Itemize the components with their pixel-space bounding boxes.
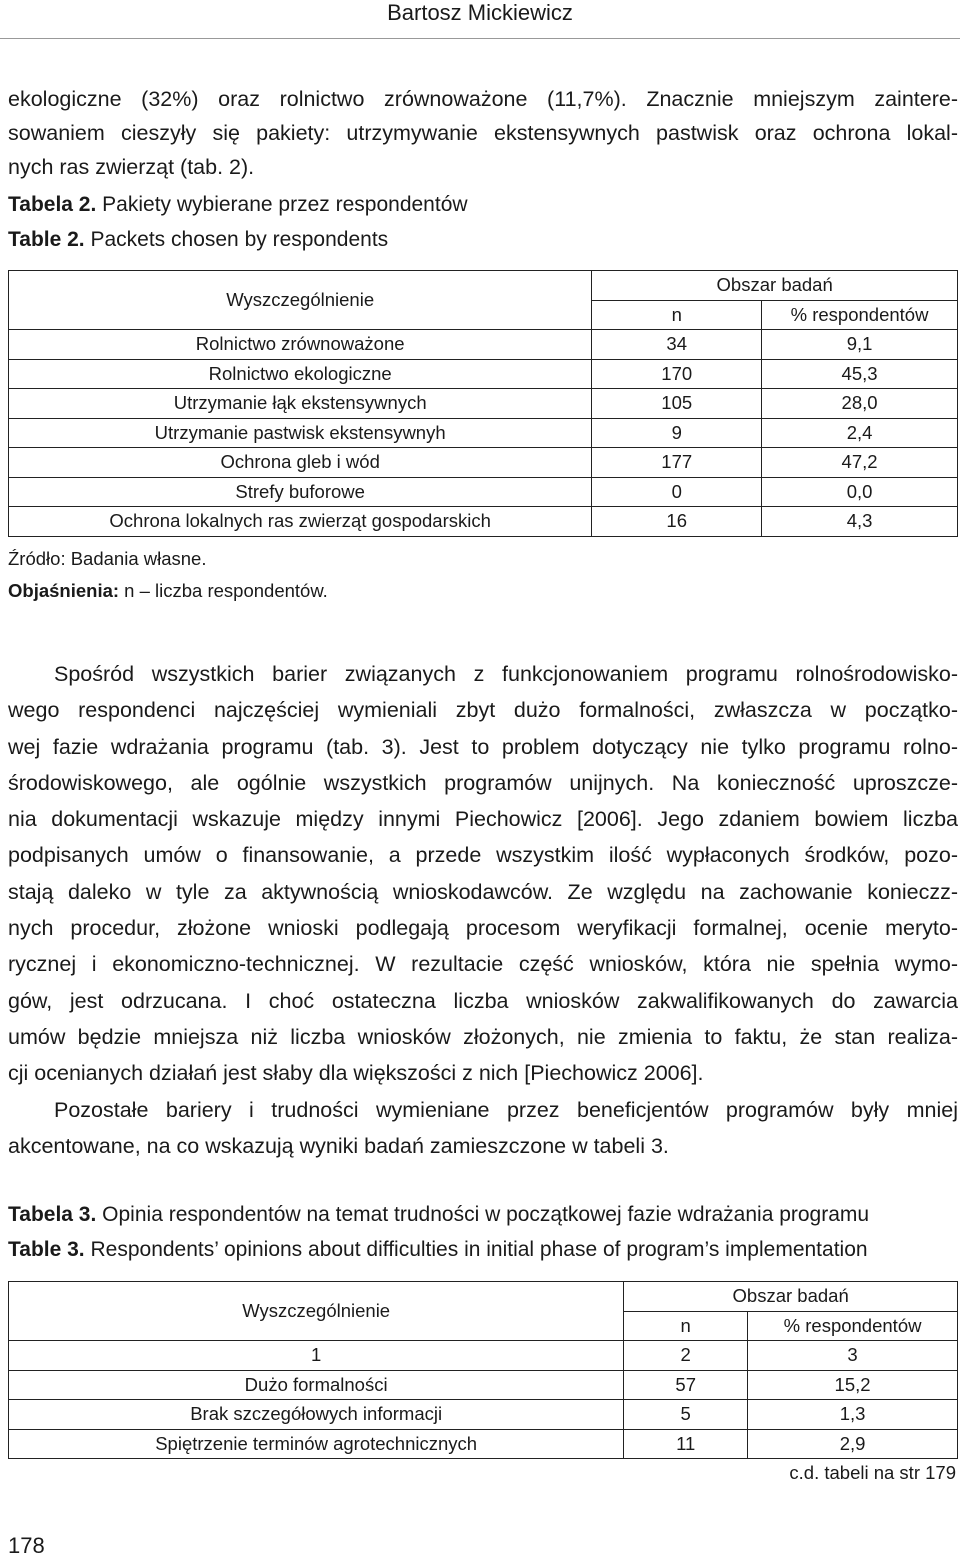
row-pct: 15,2 <box>748 1370 958 1400</box>
text-line: wego respondenci najczęściej wymieniali zbyt dużo formalności, zwłaszcza w początko- <box>8 698 958 723</box>
body-text <box>8 656 958 1164</box>
row-pct: 4,3 <box>762 507 958 537</box>
row-n: 170 <box>592 359 762 389</box>
caption-label: Table 2. <box>8 228 85 251</box>
row-label: Utrzymanie łąk ekstensywnych <box>9 389 592 419</box>
row-n: 177 <box>592 448 762 478</box>
col-number: 2 <box>624 1341 748 1371</box>
table3 <box>8 1281 958 1459</box>
row-n: 11 <box>624 1429 748 1459</box>
row-label: Ochrona lokalnych ras zwierząt gospodarskich <box>9 507 592 537</box>
table2-explanation <box>8 578 328 604</box>
row-n: 105 <box>592 389 762 419</box>
row-label: Brak szczegółowych informacji <box>9 1400 624 1430</box>
caption-text: Opinia respondentów na temat trudności w początkowej fazie wdrażania programu <box>102 1203 870 1226</box>
table-row <box>9 1370 958 1400</box>
table2 <box>8 270 958 537</box>
page-number: 178 <box>8 1533 45 1558</box>
header-spec: Wyszczególnienie <box>9 271 592 330</box>
table-row <box>9 389 958 419</box>
text-line: Spośród wszystkich barier związanych z funkcjonowaniem programu rolnośrodowisko- <box>54 662 958 686</box>
row-label: Spiętrzenie terminów agrotechnicznych <box>9 1429 624 1459</box>
row-pct: 9,1 <box>762 330 958 360</box>
table-row <box>9 1429 958 1459</box>
row-pct: 45,3 <box>762 359 958 389</box>
table-row <box>9 1400 958 1430</box>
text-line: cji ocenianych działań jest słaby dla większości z nich [Piechowicz 2006]. <box>8 1061 704 1086</box>
table2-caption-pl <box>8 191 468 219</box>
text-line: Pozostałe bariery i trudności wymieniane przez beneficjentów programów były mniej <box>54 1097 958 1122</box>
table-row <box>9 359 958 389</box>
explanation-label: Objaśnienia: <box>8 580 120 601</box>
caption-label: Tabela 2. <box>8 193 97 216</box>
row-n: 16 <box>592 507 762 537</box>
row-label: Rolnictwo ekologiczne <box>9 359 592 389</box>
header-n: n <box>592 300 762 330</box>
text-line: stają daleko w tyle za aktywnością wnioskodawców. Ze względu na zachowanie konieczz- <box>8 879 958 904</box>
intro-paragraph <box>8 82 958 184</box>
table-row <box>9 448 958 478</box>
row-pct: 0,0 <box>762 477 958 507</box>
row-pct: 1,3 <box>748 1400 958 1430</box>
row-n: 5 <box>624 1400 748 1430</box>
header-rule <box>0 38 960 39</box>
header-area: Obszar badań <box>624 1282 958 1312</box>
text-line: nia dokumentacji wskazuje między innymi Piechowicz [2006]. Jego zdaniem bowiem liczba <box>8 807 958 832</box>
numbering-row <box>9 1341 958 1371</box>
row-pct: 2,9 <box>748 1429 958 1459</box>
text-line: nych procedur, złożone wnioski podlegają procesom weryfikacji formalnej, ocenie meryto- <box>8 916 958 941</box>
row-label: Ochrona gleb i wód <box>9 448 592 478</box>
explanation-text: n – liczba respondentów. <box>124 580 328 601</box>
text-line: środowiskowego, ale ogólnie wszystkich programów unijnych. Na konieczność uproszcze- <box>8 770 958 795</box>
text-line: wej fazie wdrażania programu (tab. 3). Jest to problem dotyczący nie tylko programu rolno- <box>8 734 958 759</box>
table3-caption-pl <box>8 1201 869 1229</box>
row-pct: 28,0 <box>762 389 958 419</box>
text-line: rycznej i ekonomiczno-technicznej. W rezultacie część wniosków, która nie spełnia wymo- <box>8 952 958 977</box>
row-label: Rolnictwo zrównoważone <box>9 330 592 360</box>
col-number: 3 <box>748 1341 958 1371</box>
row-pct: 2,4 <box>762 418 958 448</box>
text-line: nych ras zwierząt (tab. 2). <box>8 155 255 179</box>
header-pct: % respondentów <box>748 1311 958 1341</box>
caption-label: Table 3. <box>8 1238 85 1261</box>
header-pct: % respondentów <box>762 300 958 330</box>
text-line: gów, jest odrzucana. I choć ostateczna liczba wniosków zakwalifikowanych do zawarcia <box>8 988 958 1013</box>
text-line: akcentowane, na co wskazują wyniki badań zamieszczone w tabeli 3. <box>8 1133 669 1158</box>
row-pct: 47,2 <box>762 448 958 478</box>
row-n: 57 <box>624 1370 748 1400</box>
text-line: podpisanych umów o finansowanie, a przede wszystkim ilość wypłaconych środków, pozo- <box>8 843 958 868</box>
table2-source: Źródło: Badania własne. <box>8 548 207 569</box>
text-line: umów będzie mniejsza niż liczba wniosków złożonych, nie zmienia to faktu, że stan realiza- <box>8 1024 958 1049</box>
caption-label: Tabela 3. <box>8 1203 97 1226</box>
table2-caption-en <box>8 226 388 254</box>
row-n: 0 <box>592 477 762 507</box>
row-n: 34 <box>592 330 762 360</box>
table-row <box>9 330 958 360</box>
text-line: ekologiczne (32%) oraz rolnictwo zrównoważone (11,7%). Znacznie mniejszym zaintere- <box>8 87 958 111</box>
row-label: Utrzymanie pastwisk ekstensywnyh <box>9 418 592 448</box>
row-n: 9 <box>592 418 762 448</box>
col-number: 1 <box>9 1341 624 1371</box>
header-spec: Wyszczególnienie <box>9 1282 624 1341</box>
table3-caption-en <box>8 1236 868 1264</box>
running-header: Bartosz Mickiewicz <box>387 0 573 25</box>
text-line: sowaniem cieszyły się pakiety: utrzymywanie ekstensywnych pastwisk oraz ochrona lokal- <box>8 121 958 145</box>
header-n: n <box>624 1311 748 1341</box>
table-row <box>9 477 958 507</box>
header-area: Obszar badań <box>592 271 958 301</box>
table-continuation-note: c.d. tabeli na str 179 <box>789 1462 956 1483</box>
caption-text: Respondents’ opinions about difficulties in initial phase of program’s implementation <box>90 1238 868 1261</box>
row-label: Strefy buforowe <box>9 477 592 507</box>
table-row <box>9 507 958 537</box>
table-row <box>9 418 958 448</box>
caption-text: Packets chosen by respondents <box>90 228 389 251</box>
row-label: Dużo formalności <box>9 1370 624 1400</box>
caption-text: Pakiety wybierane przez respondentów <box>102 193 468 216</box>
